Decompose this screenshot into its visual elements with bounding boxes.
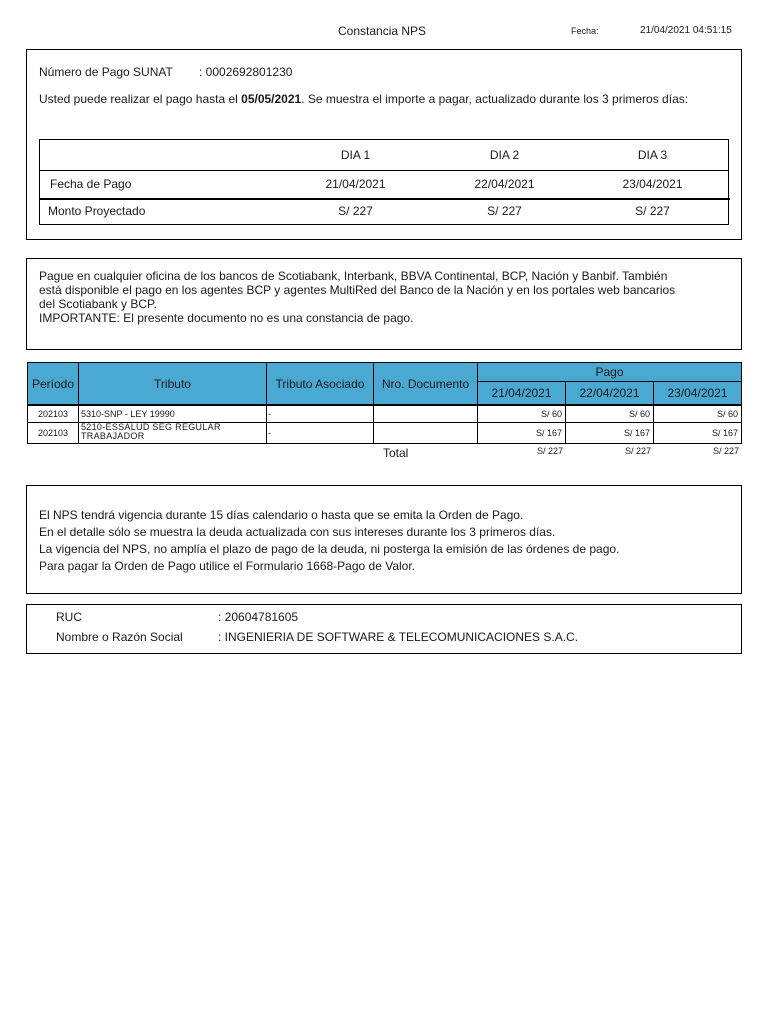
payment-deadline-notice (39, 92, 688, 106)
total-day2: S/ 227 (624, 446, 651, 456)
row-periodo: 202103 (27, 405, 79, 423)
col-tributo-asociado: Tributo Asociado (267, 362, 374, 405)
fecha-pago-label: Fecha de Pago (50, 177, 132, 191)
total-day1: S/ 227 (536, 446, 563, 456)
col-pago-date-3: 23/04/2021 (654, 382, 742, 405)
numero-pago-label: Número de Pago SUNAT (39, 65, 173, 79)
col-nro-documento: Nro. Documento (374, 362, 478, 405)
vigencia-line-3: La vigencia del NPS, no amplía el plazo de pago de la deuda, ni posterga la emisión de las órdenes de pago. (39, 542, 620, 556)
fecha-pago-day3: 23/04/2021 (622, 177, 683, 191)
banks-line-4: IMPORTANTE: El presente documento no es una constancia de pago. (39, 311, 414, 325)
notice-date: 05/05/2021 (241, 92, 302, 106)
detail-table-header (27, 362, 742, 406)
monto-day3: S/ 227 (635, 204, 670, 218)
fecha-label: Fecha: (571, 26, 599, 36)
row-monto-3: S/ 167 (654, 423, 742, 444)
day2-header: DIA 2 (489, 148, 520, 162)
fecha-pago-day1: 21/04/2021 (325, 177, 386, 191)
col-tributo: Tributo (79, 362, 267, 405)
vigencia-line-1: El NPS tendrá vigencia durante 15 días calendario o hasta que se emita la Orden de Pago. (39, 508, 524, 522)
notice-pre: Usted puede realizar el pago hasta el (39, 92, 242, 106)
banks-info-box (26, 258, 742, 350)
row-asociado: - (267, 423, 374, 444)
total-day3: S/ 227 (712, 446, 739, 456)
col-pago: Pago (478, 362, 742, 382)
col-pago-date-2: 22/04/2021 (566, 382, 654, 405)
monto-day1: S/ 227 (338, 204, 373, 218)
day3-header: DIA 3 (637, 148, 668, 162)
row-monto-3: S/ 60 (654, 405, 742, 423)
total-label: Total (383, 446, 409, 460)
col-periodo: Período (27, 362, 79, 405)
row-monto-2: S/ 167 (566, 423, 654, 444)
day1-header: DIA 1 (340, 148, 371, 162)
row-periodo: 202103 (27, 423, 79, 444)
ruc-value: : 20604781605 (218, 610, 299, 624)
monto-proyectado-label: Monto Proyectado (48, 204, 146, 218)
ruc-box (26, 604, 742, 654)
banks-line-1: Pague en cualquier oficina de los bancos de Scotiabank, Interbank, BBVA Continental, BCP, Nación y Banbif. También (39, 269, 668, 283)
row-asociado: - (267, 405, 374, 423)
row-monto-2: S/ 60 (566, 405, 654, 423)
row-nro (374, 405, 478, 423)
numero-pago-value: : 0002692801230 (199, 65, 293, 79)
table-row (27, 423, 742, 444)
vigencia-box (26, 485, 742, 594)
row-tributo (79, 423, 267, 444)
payment-box (26, 49, 742, 240)
row-monto-1: S/ 167 (478, 423, 566, 444)
ruc-label: RUC (56, 610, 82, 624)
row-tributo: 5310-SNP - LEY 19990 (79, 405, 267, 423)
row-monto-1: S/ 60 (478, 405, 566, 423)
table-row (27, 405, 742, 423)
vigencia-line-2: En el detalle sólo se muestra la deuda actualizada con sus intereses durante los 3 primeros días. (39, 525, 556, 539)
vigencia-line-4: Para pagar la Orden de Pago utilice el Formulario 1668-Pago de Valor. (39, 559, 416, 573)
razon-social-value: : INGENIERIA DE SOFTWARE & TELECOMUNICACIONES S.A.C. (218, 630, 579, 644)
days-table (39, 139, 729, 225)
col-pago-date-1: 21/04/2021 (478, 382, 566, 405)
page-title: Constancia NPS (338, 24, 427, 38)
razon-social-label: Nombre o Razón Social (56, 630, 183, 644)
notice-post: . Se muestra el importe a pagar, actualizado durante los 3 primeros días: (301, 92, 689, 106)
banks-line-3: del Scotiabank y BCP. (39, 297, 157, 311)
banks-line-2: está disponible el pago en los agentes BCP y agentes MultiRed del Banco de la Nación y en los portales web bancarios (39, 283, 676, 297)
row-tributo-line-1: 5210-ESSALUD SEG REGULAR (81, 422, 221, 432)
fecha-value: 21/04/2021 04:51:15 (640, 25, 732, 36)
fecha-pago-day2: 22/04/2021 (474, 177, 535, 191)
row-tributo-line-2: TRABAJADOR (81, 431, 145, 441)
monto-day2: S/ 227 (487, 204, 522, 218)
row-nro (374, 423, 478, 444)
